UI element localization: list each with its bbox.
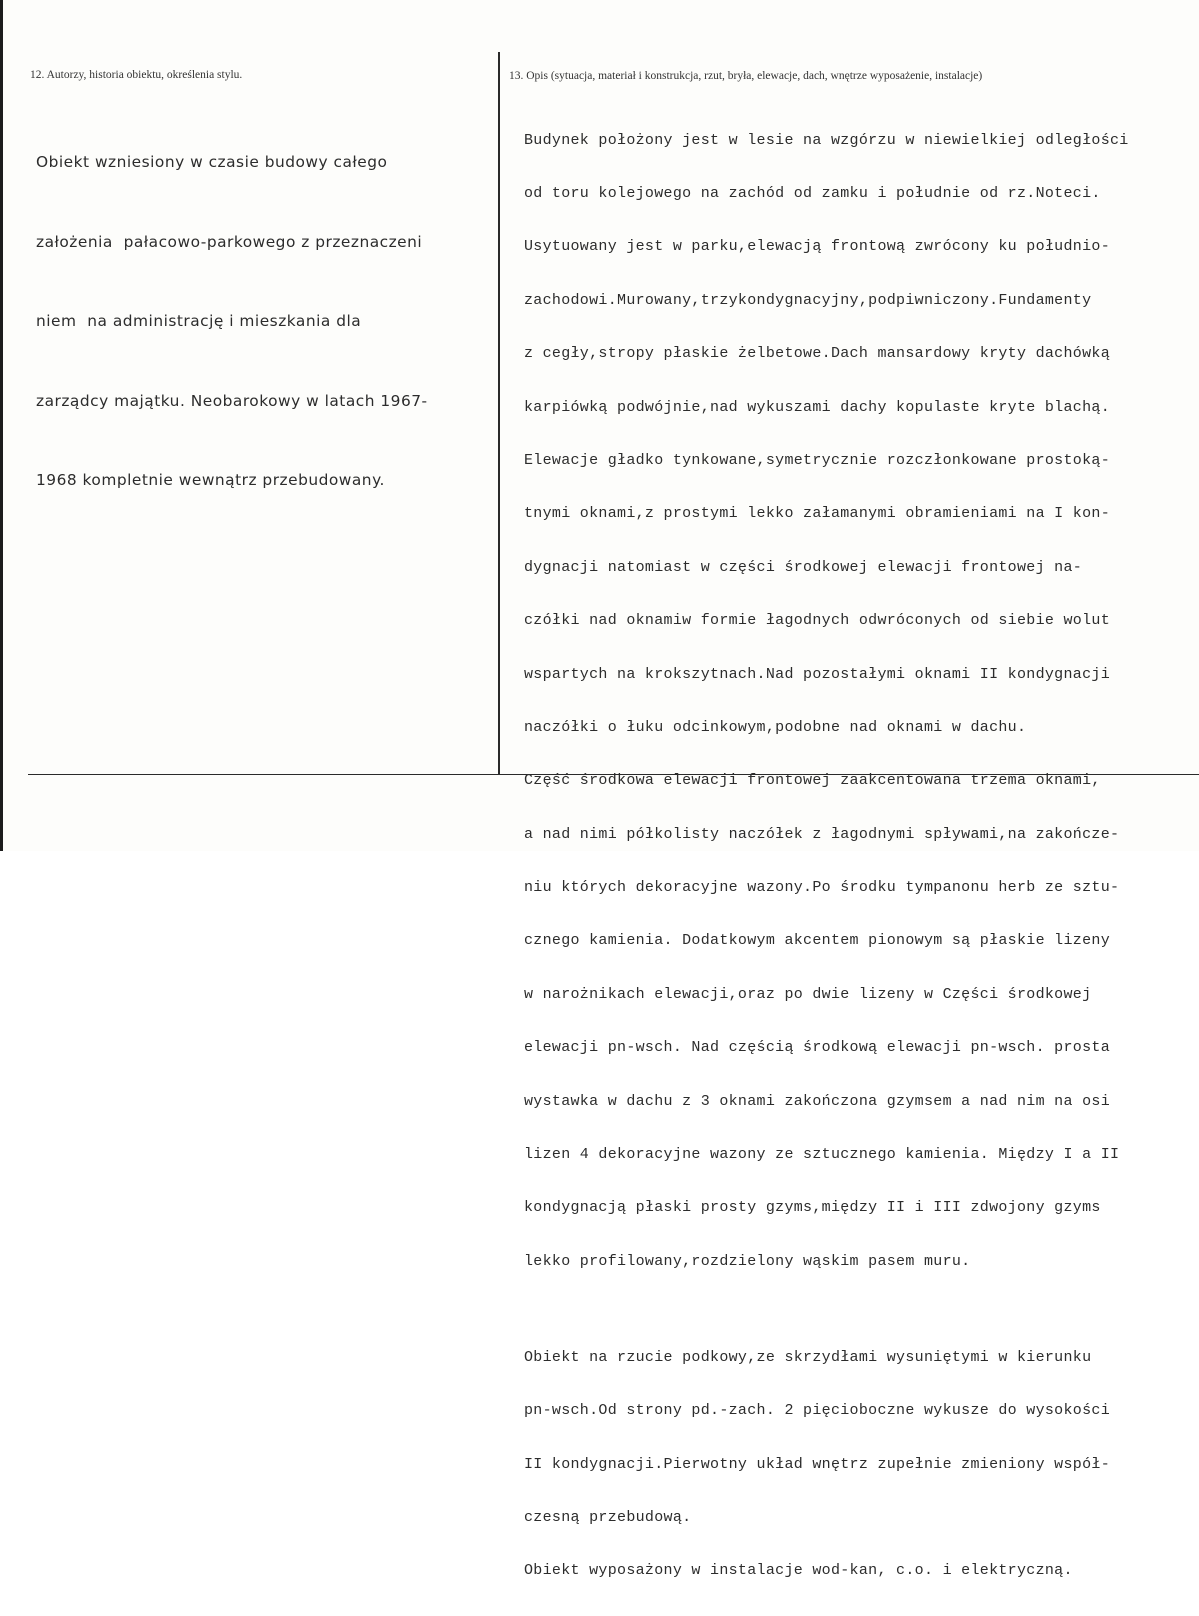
- text-line: Obiekt wyposażony w instalacje wod-kan, c.o. i elektryczną.: [524, 1562, 1073, 1580]
- section-13-heading: 13. Opis (sytuacja, materiał i konstrukcja, rzut, bryła, elewacje, dach, wnętrze wyposażenie, instalacje): [509, 70, 983, 82]
- text-line: w narożnikach elewacji,oraz po dwie lizeny w Części środkowej: [524, 985, 1092, 1003]
- text-line: zachodowi.Murowany,trzykondygnacyjny,podpiwniczony.Fundamenty: [524, 291, 1092, 309]
- text-line: czesną przebudową.: [524, 1508, 692, 1526]
- text-line: cznego kamienia. Dodatkowym akcentem pionowym są płaskie lizeny: [524, 932, 1110, 950]
- text-line: zarządcy majątku. Neobarokowy w latach 1967-: [36, 391, 428, 410]
- paragraph-gap: [524, 1306, 1199, 1313]
- text-line: lekko profilowany,rozdzielony wąskim pasem muru.: [524, 1252, 971, 1270]
- text-line: Obiekt na rzucie podkowy,ze skrzydłami wysuniętymi w kierunku: [524, 1348, 1092, 1366]
- text-line: kondygnacją płaski prosty gzyms,między II i III zdwojony gzyms: [524, 1199, 1101, 1217]
- text-line: wystawka w dachu z 3 oknami zakończona gzymsem a nad nim na osi: [524, 1092, 1110, 1110]
- text-line: a nad nimi półkolisty naczółek z łagodnymi spływami,na zakończe-: [524, 825, 1120, 843]
- text-line: niem na administrację i mieszkania dla: [36, 312, 362, 330]
- text-line: z cegły,stropy płaskie żelbetowe.Dach mansardowy kryty dachówką: [524, 345, 1110, 363]
- text-line: 1968 kompletnie wewnątrz przebudowany.: [36, 471, 385, 489]
- section-12-heading: 12. Autorzy, historia obiektu, określenia stylu.: [30, 69, 243, 81]
- text-line: od toru kolejowego na zachód od zamku i południe od rz.Noteci.: [524, 184, 1101, 202]
- section-12-text: [36, 96, 428, 547]
- text-line: Elewacje gładko tynkowane,symetrycznie rozczłonkowane prostoką-: [524, 451, 1110, 469]
- text-line: karpiówką podwójnie,nad wykuszami dachy kopulaste kryte blachą.: [524, 398, 1110, 416]
- text-line: elewacji pn-wsch. Nad częścią środkową elewacji pn-wsch. prosta: [524, 1039, 1110, 1057]
- text-line: czółki nad oknamiw formie łagodnych odwróconych od siebie wolut: [524, 612, 1110, 630]
- text-line: dygnacji natomiast w części środkowej elewacji frontowej na-: [524, 558, 1083, 576]
- text-line: niu których dekoracyjne wazony.Po środku tympanonu herb ze sztu-: [524, 879, 1120, 897]
- section-13-text: [524, 96, 1199, 1616]
- text-line: tnymi oknami,z prostymi lekko załamanymi obramieniami na I kon-: [524, 505, 1110, 523]
- text-line: II kondygnacji.Pierwotny układ wnętrz zupełnie zmieniony współ-: [524, 1455, 1110, 1473]
- text-line: Część środkowa elewacji frontowej zaakcentowana trzema oknami,: [524, 772, 1101, 790]
- text-line: wspartych na krokszytnach.Nad pozostałymi oknami II kondygnacji: [524, 665, 1110, 683]
- text-line: założenia pałacowo-parkowego z przeznaczeni: [36, 232, 423, 251]
- column-divider: [498, 52, 500, 774]
- page-edge: [0, 0, 3, 851]
- text-line: naczółki o łuku odcinkowym,podobne nad oknami w dachu.: [524, 718, 1027, 736]
- text-line: lizen 4 dekoracyjne wazony ze sztucznego kamienia. Między I a II: [524, 1146, 1120, 1164]
- text-line: Budynek położony jest w lesie na wzgórzu w niewielkiej odległości: [524, 131, 1129, 149]
- text-line: Obiekt wzniesiony w czasie budowy całego: [36, 153, 388, 171]
- text-line: pn-wsch.Od strony pd.-zach. 2 pięcioboczne wykusze do wysokości: [524, 1402, 1110, 1420]
- text-line: Usytuowany jest w parku,elewacją frontową zwrócony ku południo-: [524, 238, 1110, 256]
